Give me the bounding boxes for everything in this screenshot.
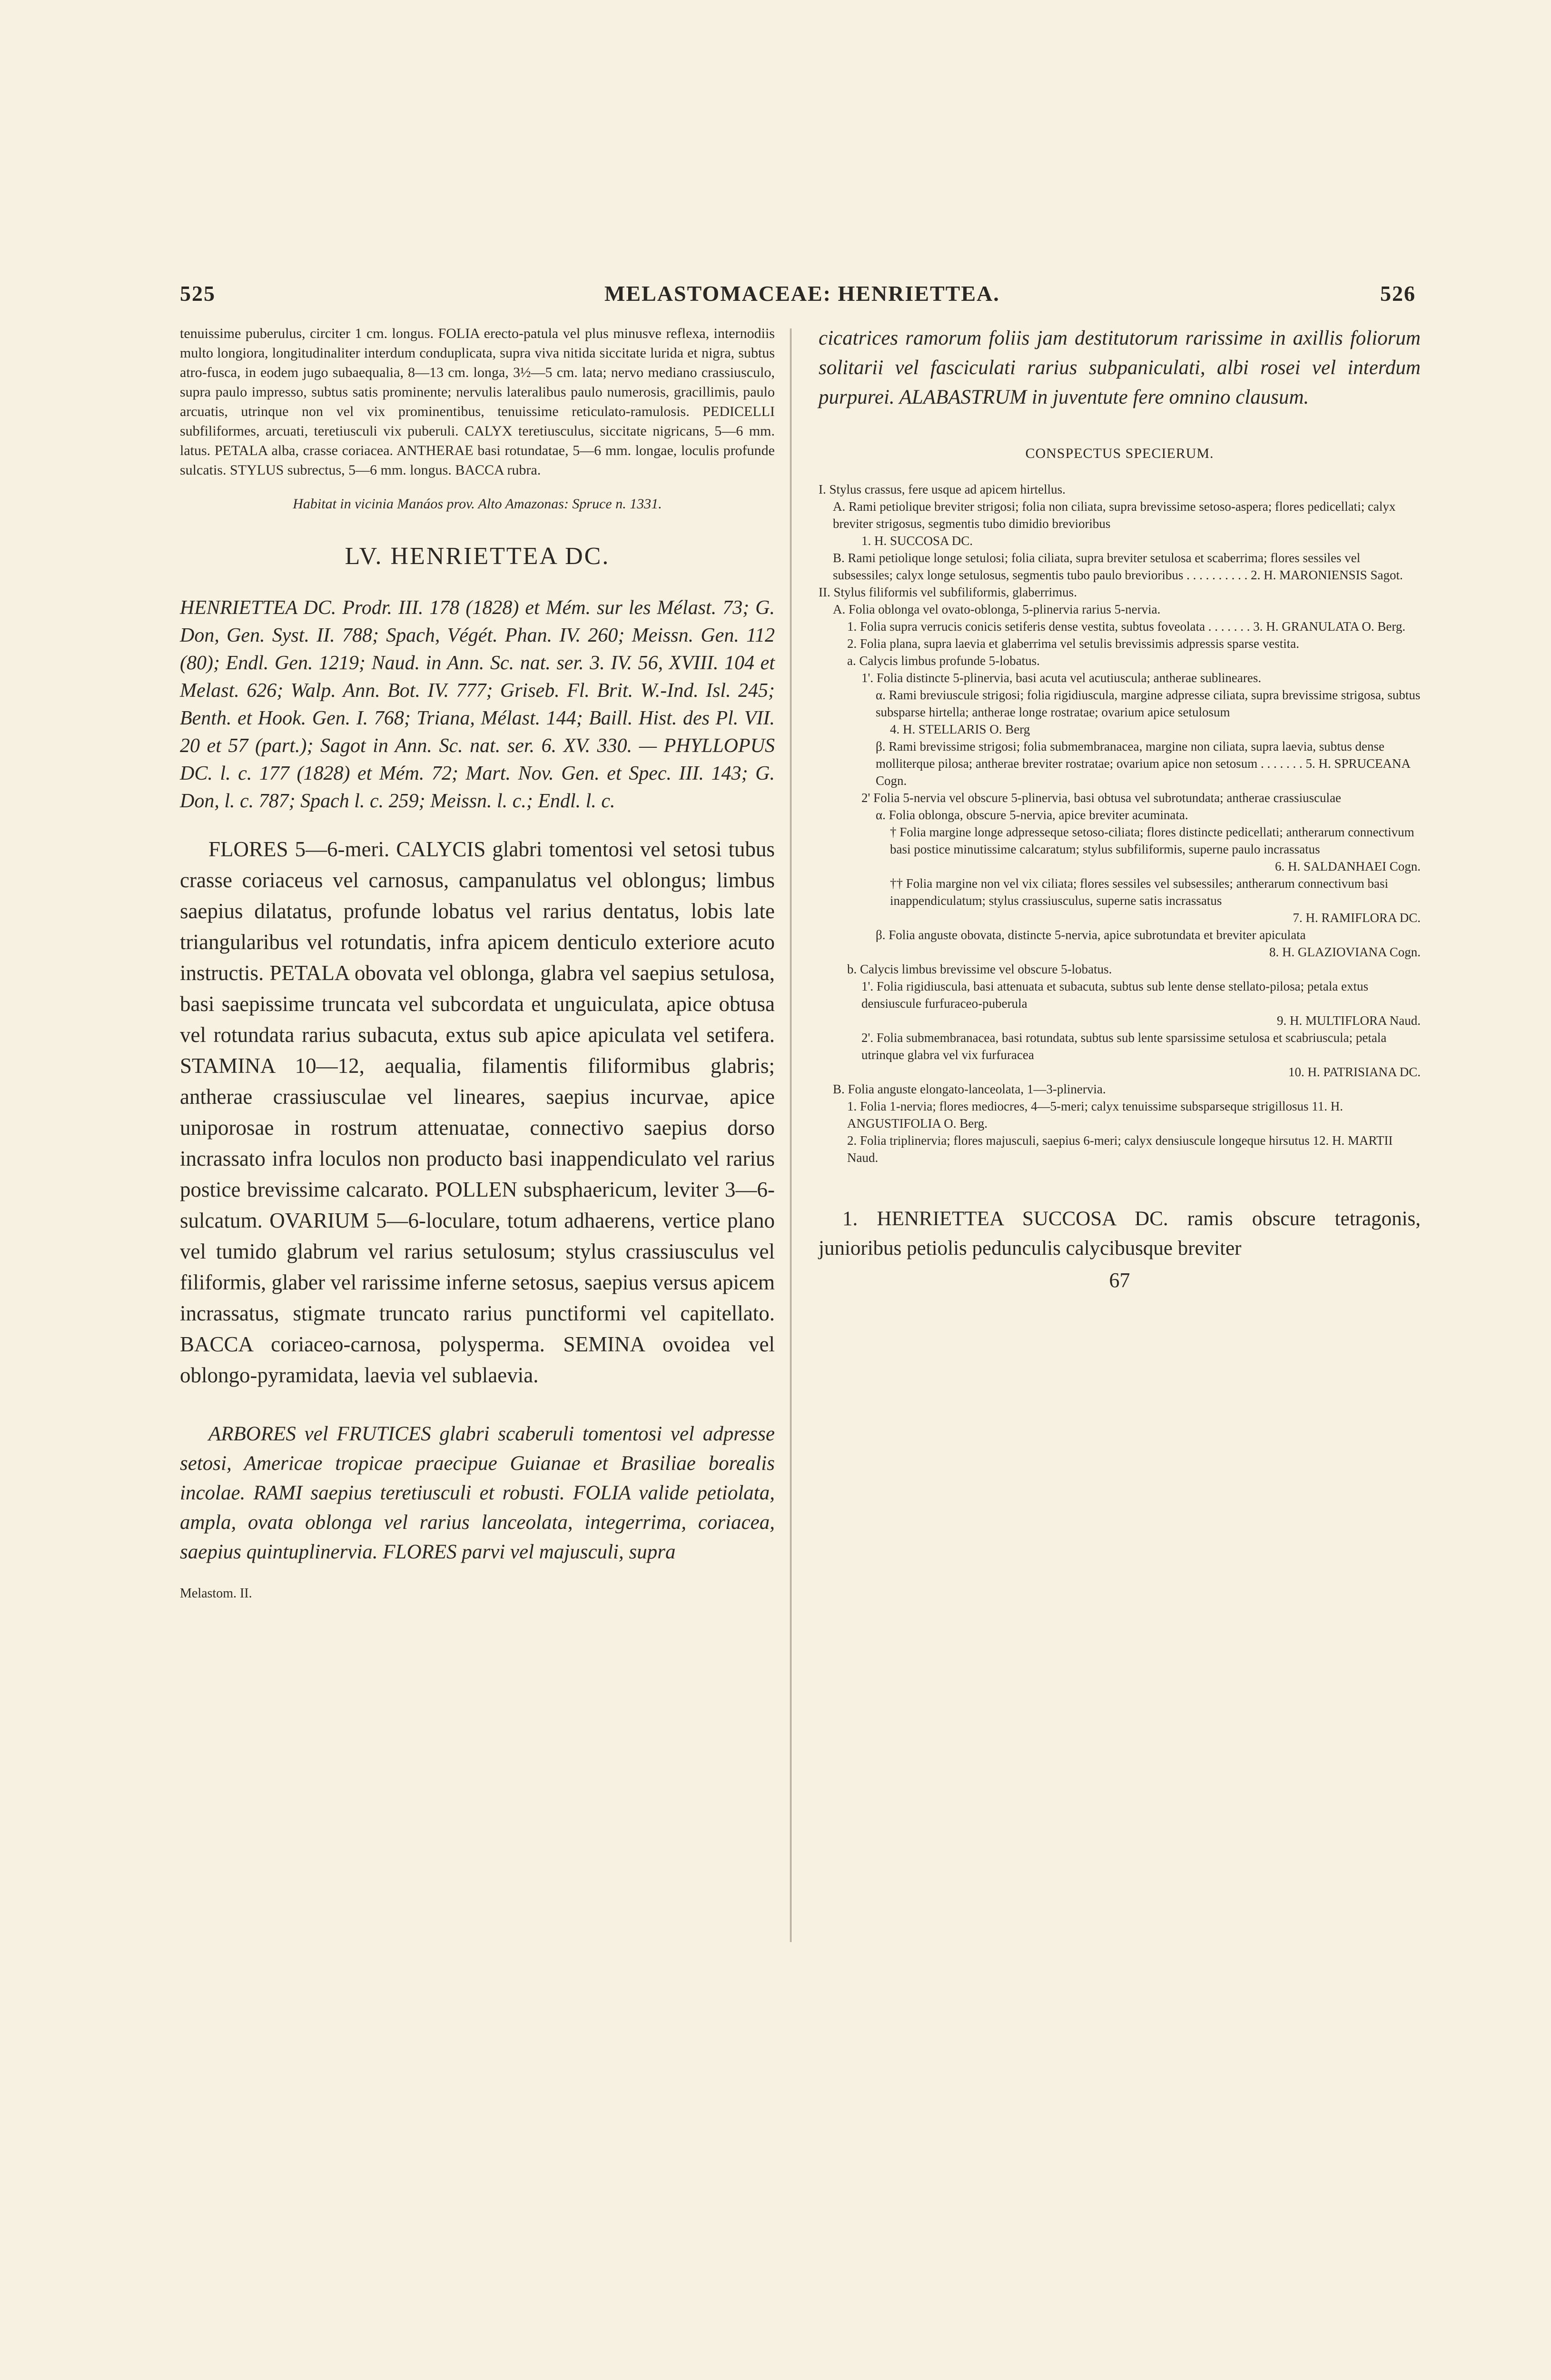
key-line: 1. Folia supra verrucis conicis setiferis dense vestita, subtus foveolata . . . . . . . 3. H. GRANULATA O. Berg. xyxy=(847,619,1406,634)
right-column xyxy=(819,324,1421,1292)
key-line: A. Rami petiolique breviter strigosi; folia non ciliata, supra brevissime setoso-aspera; flores pedicellati; calyx breviter strigosus, segmentis tubo dimidio brevioribus xyxy=(833,499,1396,531)
key-line: 8. H. GLAZIOVIANA Cogn. xyxy=(1269,945,1421,959)
genus-habit-continued: cicatrices ramorum foliis jam destitutorum rarissime in axillis foliorum solitarii vel fasciculati rarius subpaniculati, albi rosei vel interdum purpurei. ALABASTRUM in juventute fere omnino clausum. xyxy=(819,327,1421,408)
key-line: 1'. Folia distincte 5-plinervia, basi acuta vel acutiuscula; antherae sublineares. xyxy=(861,671,1262,685)
species-key xyxy=(819,481,1421,1166)
key-line: 2'. Folia submembranacea, basi rotundata, subtus sub lente sparsissime setulosa et scabriuscula; petala utrinque glabra vel vix furfuracea xyxy=(861,1031,1387,1062)
key-line: II. Stylus filiformis vel subfiliformis, glaberrimus. xyxy=(819,585,1077,599)
key-line: 9. H. MULTIFLORA Naud. xyxy=(1276,1013,1421,1028)
signature-footer: Melastom. II. xyxy=(180,1586,252,1601)
habitat-note: Habitat in vicinia Manáos prov. Alto Amazonas: Spruce n. 1331. xyxy=(293,496,662,512)
genus-description: FLORES 5—6-meri. CALYCIS glabri tomentosi vel setosi tubus crasse coriaceus vel carnosus, campanulatus vel oblongus; limbus saepius dilatatus, profunde lobatus vel rarius dentatus, lobis late triangularibus vel rotundatis, infra apicem denticulo exteriore acuto instructis. PETALA obovata vel oblonga, glabra vel saepius setulosa, basi saepissime truncata vel subcordata et unguiculata, apice obtusa vel rotundata rarius subacuta, extus sub apice apiculata vel setifera. STAMINA 10—12, aequalia, filamentis filiformibus glabris; antherae crassiusculae vel lineares, saepius incurvae, apice uniporosae in rostrum attenuatae, connectivo saepius dorso incrassato infra loculos non producto basi inappendiculato vel rarius postice brevissime calcarato. POLLEN subsphaericum, leviter 3—6-sulcatum. OVARIUM 5—6-loculare, totum adhaerens, vertice plano vel tumido glabrum vel rarius setulosum; stylus crassiusculus vel filiformis, glaber vel rarissime inferne setosus, saepius versus apicem incrassatus, stigmate truncato rarius punctiformi vel capitellato. BACCA coriaceo-carnosa, polysperma. SEMINA ovoidea vel oblongo-pyramidata, laevia vel sublaevia. xyxy=(180,837,775,1387)
key-line: 7. H. RAMIFLORA DC. xyxy=(1293,911,1421,925)
key-line: 2. Folia plana, supra laevia et glaberrima vel setulis brevissimis adpressis sparse vestita. xyxy=(847,636,1300,651)
species-entry: 1. HENRIETTEA SUCCOSA DC. ramis obscure tetragonis, junioribus petiolis pedunculis calycibusque breviter xyxy=(819,1208,1421,1259)
species-description-continued: tenuissime puberulus, circiter 1 cm. longus. FOLIA erecto-patula vel plus minusve reflexa, internodiis multo longiora, longitudinaliter interdum conduplicata, supra viva nitida siccitate lurida et nigra, subtus atro-fusca, in eodem jugo subaequalia, 8—13 cm. longa, 3½—5 cm. lata; nervo mediano crassiusculo, supra paulo impresso, subtus satis prominente; nervulis lateralibus paulo numerosis, gracillimis, paulo arcuatis, utrinque non vel vix prominentibus, tenuissime reticulato-ramulosis. PEDICELLI subfiliformes, arcuati, teretiusculi vix puberuli. CALYX teretiusculus, siccitate nigricans, 5—6 mm. latus. PETALA alba, crasse coriacea. ANTHERAE basi rotundatae, 5—6 mm. longae, loculis profunde sulcatis. STYLUS subrectus, 5—6 mm. longus. BACCA rubra. xyxy=(180,326,775,478)
signature-mark: 67 xyxy=(1109,1269,1130,1292)
key-line: 4. H. STELLARIS O. Berg xyxy=(890,722,1030,736)
key-line: 1. H. SUCCOSA DC. xyxy=(861,534,973,548)
conspectus-title: CONSPECTUS SPECIERUM. xyxy=(1025,446,1214,461)
key-line: α. Folia oblonga, obscure 5-nervia, apice breviter acuminata. xyxy=(876,808,1188,822)
key-line: †† Folia margine non vel vix ciliata; flores sessiles vel subsessiles; antherarum connectivum basi inappendiculatum; stylus crassiusculus, superne satis incrassatus xyxy=(890,876,1389,908)
genus-habit: ARBORES vel FRUTICES glabri scaberuli tomentosi vel adpresse setosi, Americae tropicae praecipue Guianae et Brasiliae borealis incolae. RAMI saepius teretiusculi et robusti. FOLIA valide petiolata, ampla, ovata oblonga vel rarius lanceolata, integerrima, coriacea, saepius quintuplinervia. FLORES parvi vel majusculi, supra xyxy=(180,1423,775,1563)
key-line: † Folia margine longe adpresseque setoso-ciliata; flores distincte pedicellati; antherarum connectivum basi postice minutissime calcaratum; stylus subfiliformis, superne paulo incrassatus xyxy=(890,825,1414,856)
running-title: MELASTOMACEAE: HENRIETTEA. xyxy=(604,281,1000,306)
key-line: B. Rami petiolique longe setulosi; folia ciliata, supra breviter setulosa et scaberrima; flores sessiles vel subsessiles; calyx longe setulosus, segmentis tubo paulo brevioribus . . . . . . . . . . 2. H. MARONIENSIS Sagot. xyxy=(833,551,1403,582)
key-line: I. Stylus crassus, fere usque ad apicem hirtellus. xyxy=(819,482,1066,496)
key-line: A. Folia oblonga vel ovato-oblonga, 5-plinervia rarius 5-nervia. xyxy=(833,602,1161,616)
page-number-left: 525 xyxy=(180,281,216,306)
key-line: α. Rami breviuscule strigosi; folia rigidiuscula, margine adpresse ciliata, supra brevissime strigosa, subtus subsparse hirtella; antherae longe rostratae; ovarium apice setulosum xyxy=(876,688,1421,719)
key-line: B. Folia anguste elongato-lanceolata, 1—3-plinervia. xyxy=(833,1082,1106,1096)
key-line: 6. H. SALDANHAEI Cogn. xyxy=(1275,859,1421,873)
key-line: 10. H. PATRISIANA DC. xyxy=(1288,1065,1421,1079)
genus-heading: LV. HENRIETTEA DC. xyxy=(345,543,610,570)
page-number-right: 526 xyxy=(1380,281,1416,306)
key-line: b. Calycis limbus brevissime vel obscure 5-lobatus. xyxy=(847,962,1112,976)
key-line: 1. Folia 1-nervia; flores mediocres, 4—5-meri; calyx tenuissime subsparseque strigillosus 11. H. ANGUSTIFOLIA O. Berg. xyxy=(847,1099,1344,1130)
key-line: 1'. Folia rigidiuscula, basi attenuata et subacuta, subtus sub lente dense stellato-pilosa; petala extus densiuscule furfuraceo-puberula xyxy=(861,979,1369,1011)
key-line: β. Rami brevissime strigosi; folia submembranacea, margine non ciliata, supra laevia, subtus dense molliterque pilosa; antherae breviter rostratae; ovarium apice non setosum . . . . . . . 5. H. SPRUCEANA Cogn. xyxy=(876,739,1410,788)
key-line: a. Calycis limbus profunde 5-lobatus. xyxy=(847,654,1040,668)
genus-synonymy: HENRIETTEA DC. Prodr. III. 178 (1828) et Mém. sur les Mélast. 73; G. Don, Gen. Syst. II. 788; Spach, Végét. Phan. IV. 260; Meissn. Gen. 112 (80); Endl. Gen. 1219; Naud. in Ann. Sc. nat. ser. 3. IV. 56, XVIII. 104 et Melast. 626; Walp. Ann. Bot. IV. 777; Griseb. Fl. Brit. W.-Ind. Isl. 245; Benth. et Hook. Gen. I. 768; Triana, Mélast. 144; Baill. Hist. des Pl. VII. 20 et 57 (part.); Sagot in Ann. Sc. nat. ser. 6. XV. 330. — PHYLLOPUS DC. l. c. 177 (1828) et Mém. 72; Mart. Nov. Gen. et Spec. III. 143; G. Don, l. c. 787; Spach l. c. 259; Meissn. l. c.; Endl. l. c. xyxy=(180,597,775,812)
key-line: 2' Folia 5-nervia vel obscure 5-plinervia, basi obtusa vel subrotundata; antherae crassiusculae xyxy=(861,791,1342,805)
left-column xyxy=(180,324,775,1601)
key-line: β. Folia anguste obovata, distincte 5-nervia, apice subrotundata et breviter apiculata xyxy=(876,928,1306,942)
column-divider xyxy=(790,328,791,1942)
key-line: 2. Folia triplinervia; flores majusculi, saepius 6-meri; calyx densiuscule longeque hirsutus 12. H. MARTII Naud. xyxy=(847,1133,1393,1165)
